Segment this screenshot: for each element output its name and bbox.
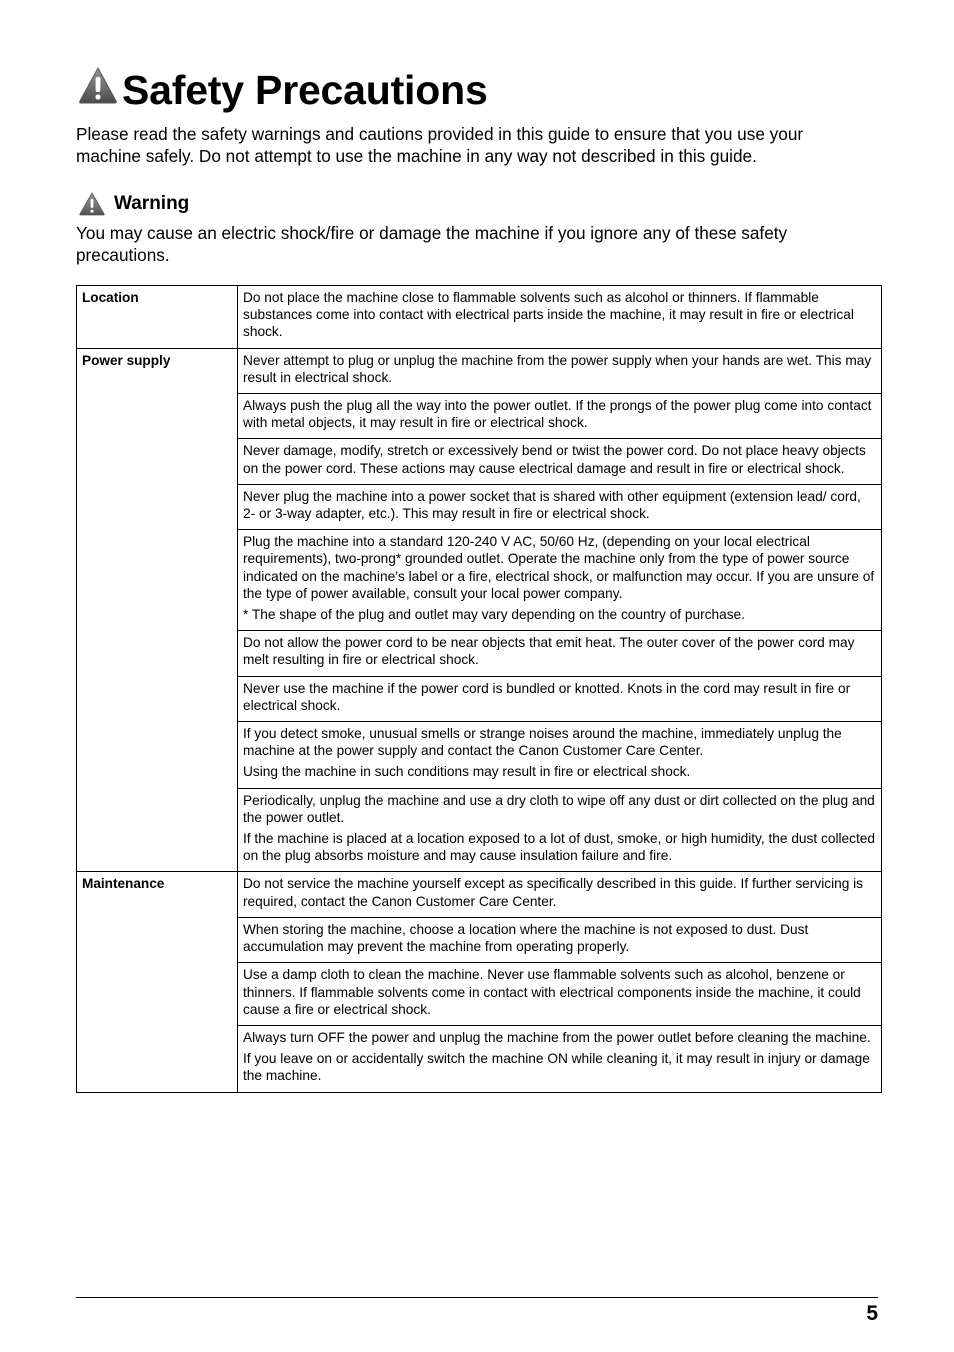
precaution-text: Periodically, unplug the machine and use a dry cloth to wipe off any dust or dirt collected on the plug and the power outlet. [243,792,875,825]
table-cell [238,286,882,349]
table-cell [238,1025,882,1092]
precaution-text: Do not allow the power cord to be near objects that emit heat. The outer cover of the power cord may melt resulting in fire or electrical shock. [243,635,855,668]
title-row [78,64,488,116]
precaution-text: If the machine is placed at a location exposed to a lot of dust, smoke, or high humidity, the dust collected on the plug absorbs moisture and may cause insulation failure and fire. [243,831,876,864]
precaution-text: Do not service the machine yourself except as specifically described in this guide. If further servicing is required, contact the Canon Customer Care Center. [243,876,864,909]
precaution-text: Plug the machine into a standard 120-240 V AC, 50/60 Hz, (depending on your local electrical requirements), two-prong* grounded outlet. Operate the machine only from the type of power source indicated on the machine’s label or a fire, electrical shock, or malfunction may occur. If you are unsure of the type of power available, consult your local power company. [243,534,875,601]
table-cell [238,348,882,393]
precaution-text: If you leave on or accidentally switch the machine ON while cleaning it, it may result in injury or damage the machine. [243,1051,870,1084]
warning-text: You may cause an electric shock/fire or damage the machine if you ignore any of these safety precautions. [76,223,788,265]
warning-heading: Warning [114,193,190,214]
table-cell [238,394,882,439]
precaution-text: Always turn OFF the power and unplug the machine from the power outlet before cleaning the machine. [243,1029,871,1045]
table-cell [238,963,882,1026]
precaution-note: * The shape of the plug and outlet may vary depending on the country of purchase. [243,607,745,623]
warning-triangle-icon [78,66,118,104]
table-cell [238,484,882,529]
warning-triangle-icon [79,192,105,216]
precaution-text: Do not place the machine close to flammable solvents such as alcohol or thinners. If flammable substances come into contact with electrical parts inside the machine, it may result in fire or electrical shock. [243,290,854,340]
table-row [77,872,882,917]
precaution-text: Never attempt to plug or unplug the machine from the power supply when your hands are wet. This may result in electrical shock. [243,352,872,385]
table-cell [238,917,882,962]
precaution-text: Never plug the machine into a power socket that is shared with other equipment (extension lead/ cord, 2- or 3-way adapter, etc.). This may result in fire or electrical shock. [243,488,861,522]
precaution-text: If you detect smoke, unusual smells or strange noises around the machine, immediately unplug the machine at the power supply and contact the Canon Customer Care Center. [243,726,842,759]
table-cell [238,530,882,631]
intro-paragraph: Please read the safety warnings and cautions provided in this guide to ensure that you use your machine safely. Do not attempt to use the machine in any way not described in this guide. [76,124,804,166]
precaution-text: When storing the machine, choose a location where the machine is not exposed to dust. Dust accumulation may prevent the machine from operating properly. [243,921,809,955]
warning-heading-row [79,192,189,216]
category-location: Location [77,286,238,349]
table-row [77,348,882,393]
page-title: Safety Precautions [122,67,488,113]
table-cell [238,676,882,721]
precaution-text: Never use the machine if the power cord is bundled or knotted. Knots in the cord may result in fire or electrical shock. [243,680,851,713]
footer-divider [76,1297,878,1298]
table-cell [238,439,882,484]
table-cell [238,722,882,789]
table-cell [238,788,882,872]
category-power-supply: Power supply [77,348,238,872]
table-cell [238,872,882,917]
table-row [77,286,882,349]
page-number: 5 [866,1302,878,1325]
category-maintenance: Maintenance [77,872,238,1092]
table-cell [238,631,882,676]
precaution-text: Use a damp cloth to clean the machine. Never use flammable solvents such as alcohol, benzene or thinners. If flammable solvents come in contact with electrical components inside the machine, it could cause a fire or electrical shock. [243,967,861,1017]
precaution-text: Always push the plug all the way into the power outlet. If the prongs of the power plug come into contact with metal objects, it may result in fire or electrical shock. [243,398,872,431]
safety-table [76,285,882,1093]
precaution-text: Never damage, modify, stretch or excessively bend or twist the power cord. Do not place heavy objects on the power cord. These actions may cause electrical damage and result in fire or electrical shock. [243,443,866,476]
precaution-text: Using the machine in such conditions may result in fire or electrical shock. [243,764,691,780]
